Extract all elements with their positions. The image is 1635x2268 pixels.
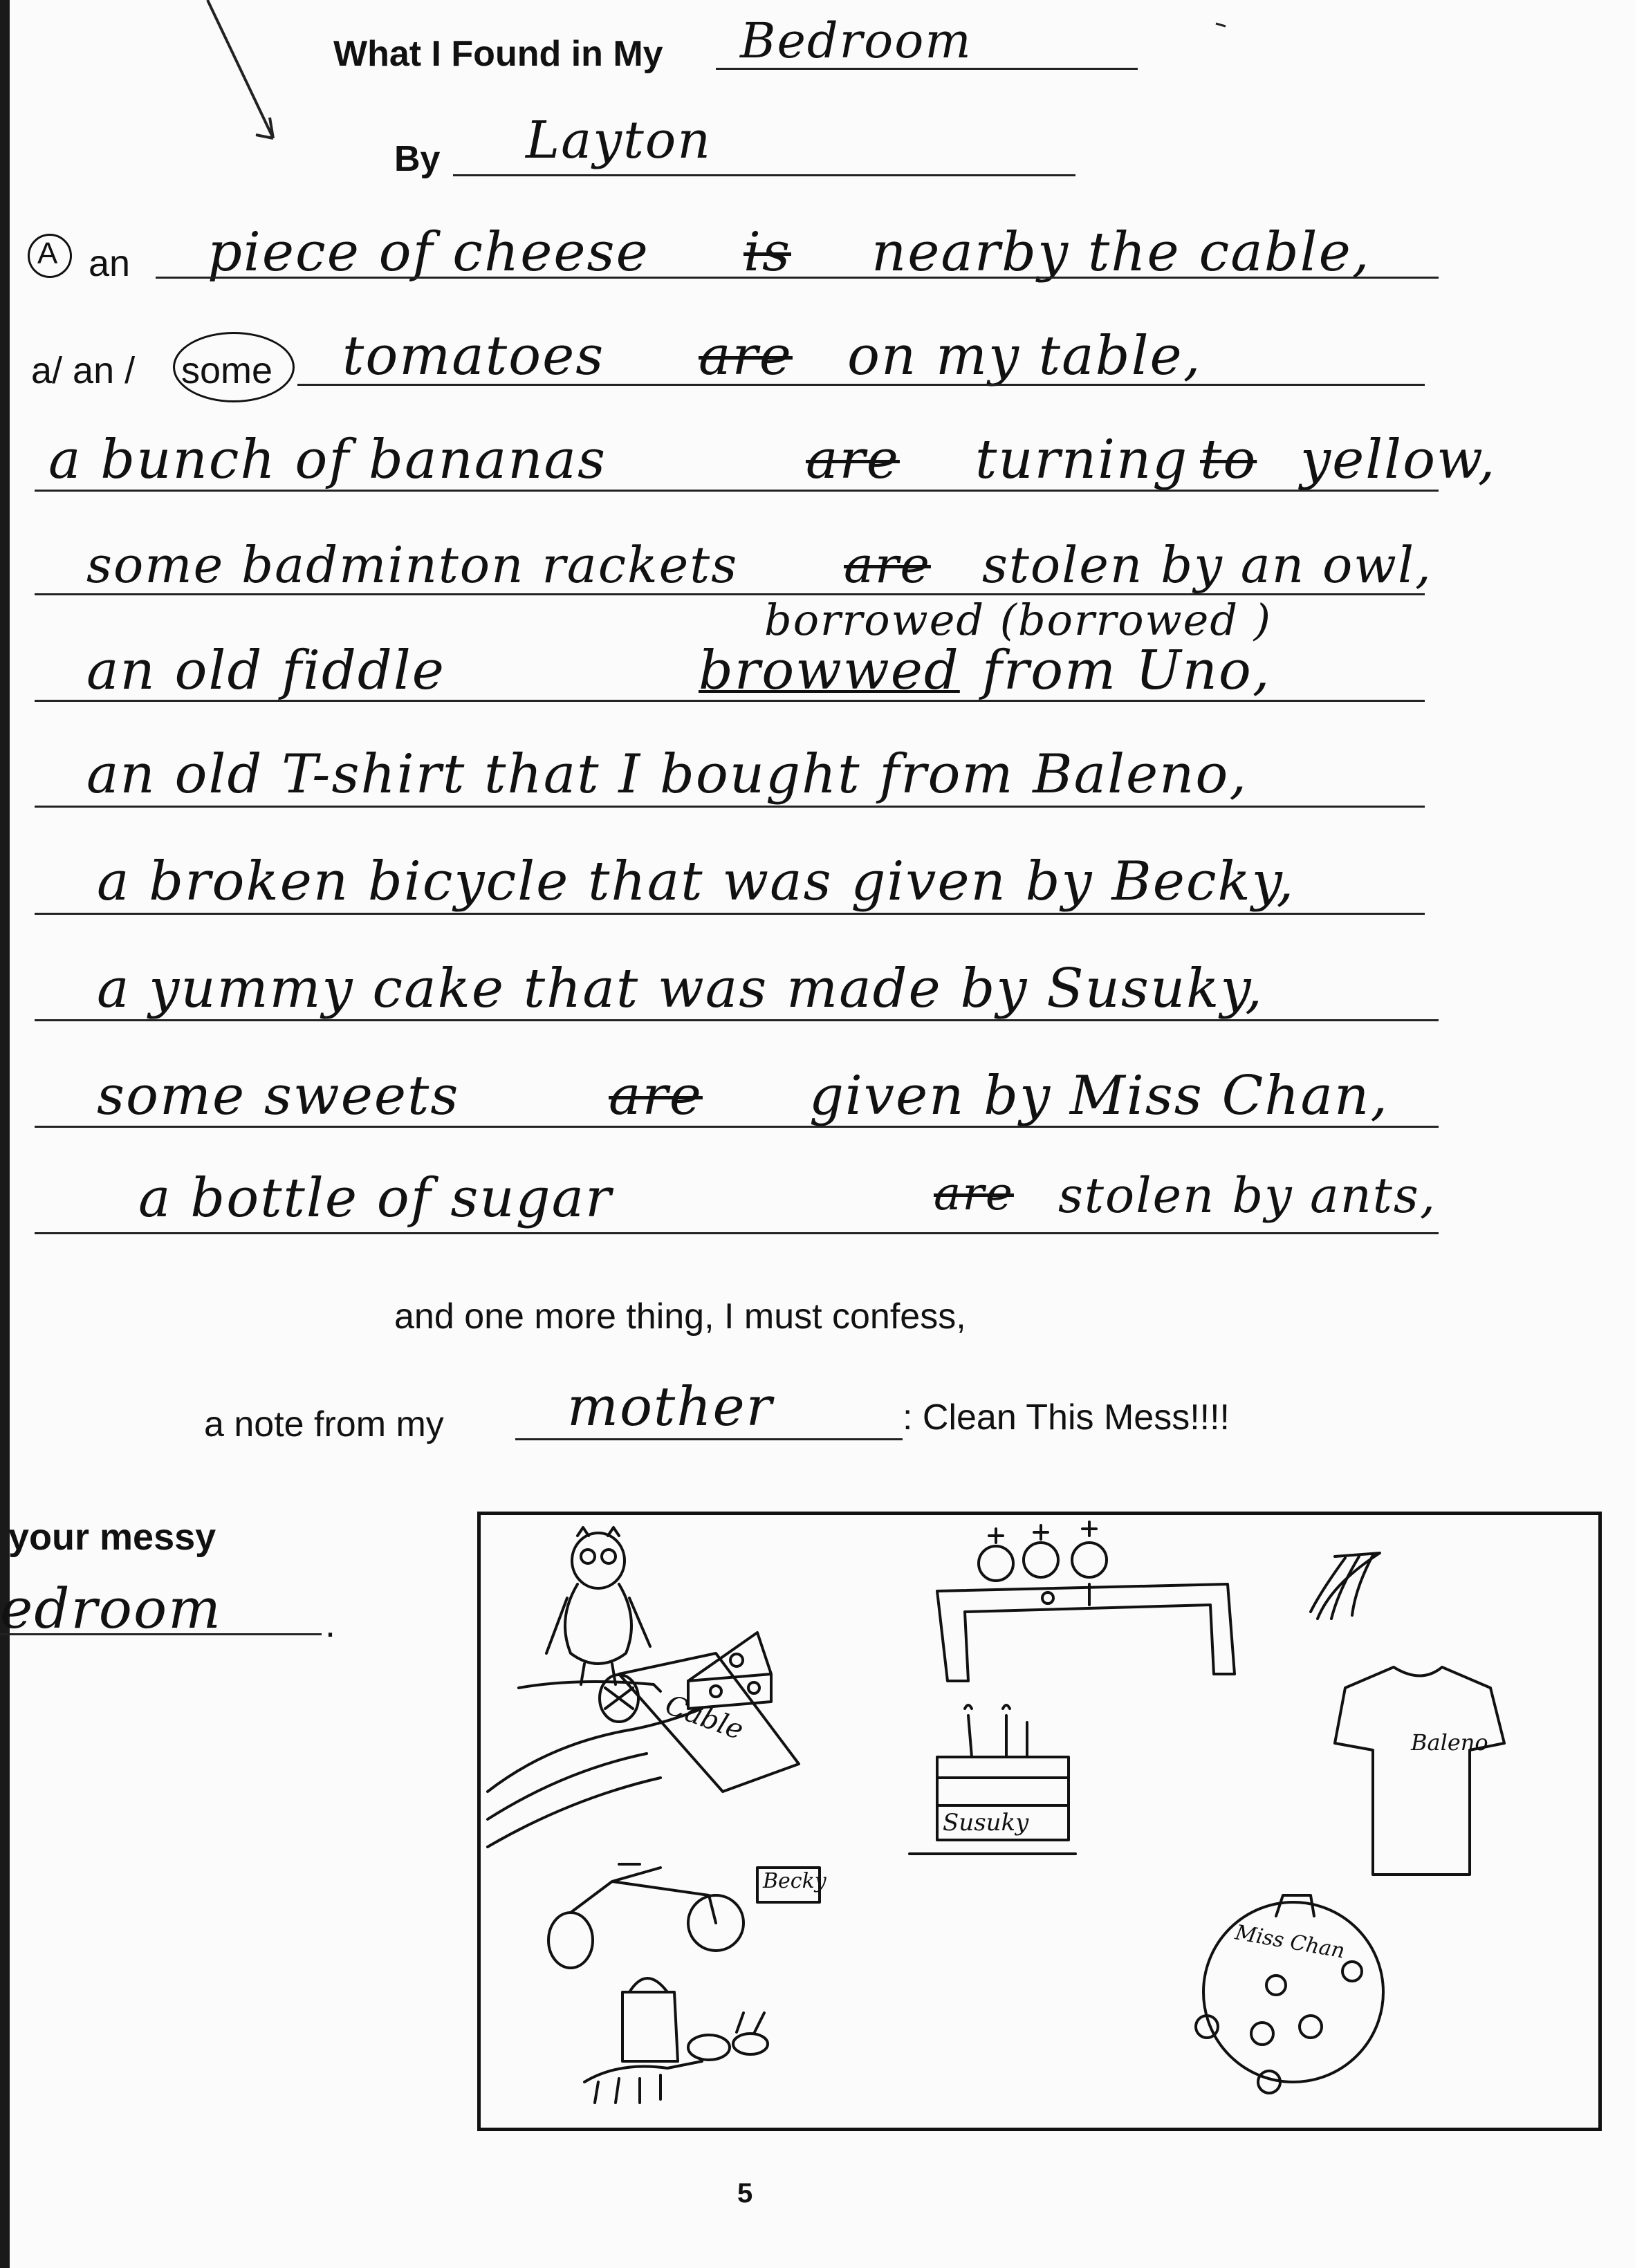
drawing-label-baleno: Baleno [1411, 1729, 1488, 1756]
author-handwritten-name: Layton [526, 111, 712, 170]
line-2-prefix: a/ an / [31, 350, 136, 391]
line-1-rest: nearby the cable, [871, 221, 1371, 284]
answer-line-6 [35, 806, 1425, 808]
by-label: By [394, 139, 441, 179]
line-3-struck-word-2: to [1200, 429, 1257, 491]
owl-drawing [546, 1527, 650, 1684]
line-7-text: a broken bicycle that was given by Becky, [97, 850, 1295, 913]
answer-line-3 [35, 490, 1439, 492]
line-4-struck-word: are [844, 536, 931, 594]
side-prompt-answer-line [0, 1633, 322, 1635]
circled-letter: A [37, 236, 58, 270]
line-1-prefix: an [89, 243, 131, 284]
answer-line-2 [297, 384, 1425, 386]
answer-line-10 [35, 1232, 1439, 1234]
note-handwritten: mother [567, 1376, 773, 1438]
line-3-rest: turning [975, 429, 1189, 491]
line-3-rest-2: yellow, [1300, 429, 1497, 491]
tshirt-drawing [1335, 1667, 1504, 1875]
table-drawing [937, 1584, 1235, 1681]
bananas-drawing [1311, 1553, 1380, 1619]
author-answer-line [453, 174, 1075, 176]
line-9-text: some sweets [97, 1065, 460, 1127]
line-2-rest: on my table, [847, 325, 1202, 387]
drawing-label-miss-chan: Miss Chan [1233, 1920, 1347, 1964]
line-5-rest: from Uno, [982, 640, 1271, 702]
drawing-label-becky: Becky [763, 1869, 826, 1893]
line-10-text: a bottle of sugar [138, 1167, 613, 1229]
confess-line: and one more thing, I must confess, [394, 1296, 966, 1337]
note-suffix: : Clean This Mess!!!! [903, 1397, 1230, 1438]
line-3-text: a bunch of bananas [48, 429, 607, 491]
side-prompt-handwritten: edroom [0, 1577, 222, 1641]
drawing-label-susuky: Susuky [943, 1809, 1029, 1837]
answer-line-8 [35, 1019, 1439, 1021]
side-prompt-text: your messy [8, 1516, 216, 1558]
answer-line-9 [35, 1126, 1439, 1128]
side-prompt-period: . [325, 1604, 336, 1645]
title-handwritten-room: Bedroom [740, 12, 972, 69]
answer-line-5 [35, 700, 1425, 702]
line-2-circled-word: some [181, 350, 273, 391]
line-9-struck-word: are [609, 1065, 703, 1127]
sugar-bottle-drawing [622, 1978, 678, 2061]
line-6-text: an old T-shirt that I bought from Baleno, [86, 743, 1248, 806]
line-4-text: some badminton rackets [86, 536, 739, 594]
line-5-text: an old fiddle [86, 640, 445, 702]
line-1-struck-word: is [743, 221, 791, 284]
line-2-struck-word: are [699, 325, 793, 387]
line-10-rest: stolen by ants, [1058, 1167, 1437, 1224]
answer-line-7 [35, 913, 1425, 915]
line-2-text: tomatoes [342, 325, 605, 387]
line-5-correction: borrowed (borrowed ) [764, 595, 1272, 645]
line-1-text: piece of cheese [207, 221, 649, 284]
page-number: 5 [737, 2178, 753, 2209]
answer-line-1 [156, 277, 1439, 279]
tomatoes-drawing [979, 1522, 1107, 1581]
line-4-rest: stolen by an owl, [982, 536, 1432, 594]
child-drawing [481, 1515, 1605, 2135]
line-5-underlined-word: browwed [699, 640, 960, 702]
sweets-jar-drawing [1196, 1895, 1383, 2093]
note-prefix: a note from my [204, 1404, 444, 1444]
drawing-label-cable: Cable [661, 1689, 748, 1747]
scan-edge [0, 0, 10, 2268]
line-8-text: a yummy cake that was made by Susuky, [97, 958, 1264, 1020]
title-answer-line [716, 68, 1138, 70]
drawing-box [477, 1512, 1602, 2131]
line-9-rest: given by Miss Chan, [809, 1065, 1389, 1127]
note-answer-line [515, 1438, 903, 1440]
line-3-struck-word: are [806, 429, 900, 491]
line-10-struck-word: are [934, 1167, 1014, 1220]
worksheet-title: What I Found in My [333, 34, 663, 74]
